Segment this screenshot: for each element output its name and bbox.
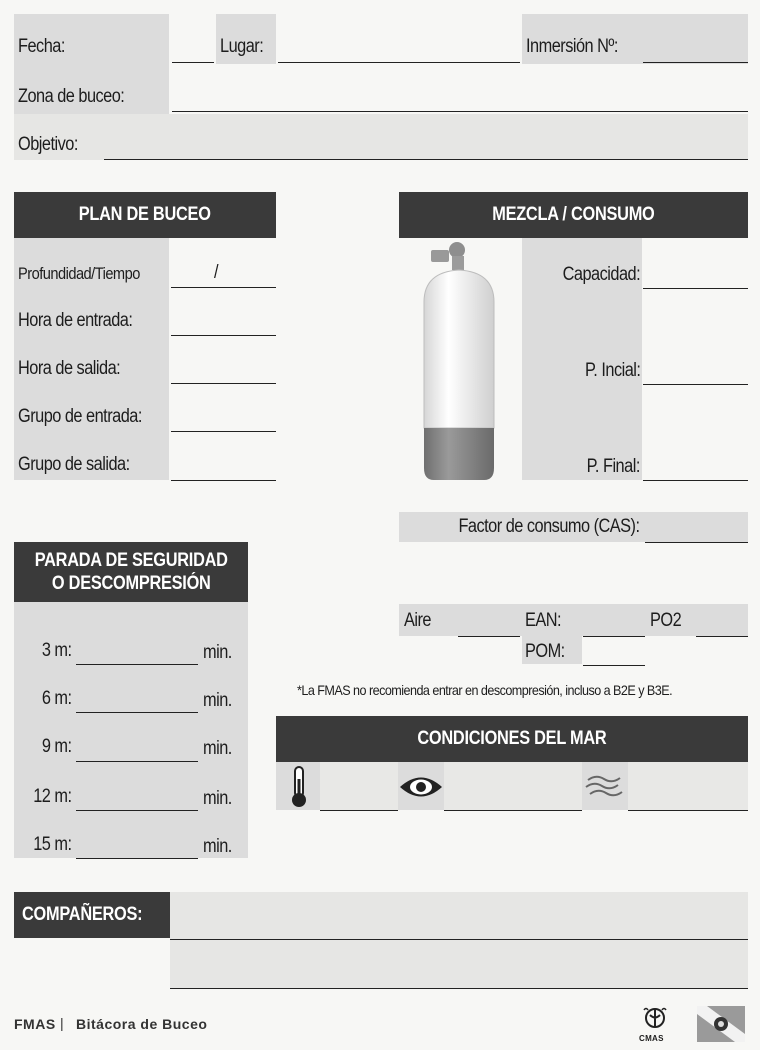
footer-separator: | [60, 1015, 65, 1031]
po2-label: PO2 [650, 610, 682, 631]
companeros-header: COMPAÑEROS: [14, 892, 170, 938]
objetivo-label: Objetivo: [18, 134, 78, 155]
stop-6m-label: 6 m: [42, 688, 72, 709]
lugar-label: Lugar: [220, 36, 264, 57]
grupo-entrada-field[interactable] [171, 431, 276, 432]
capacidad-label: Capacidad: [562, 264, 640, 285]
temperature-field-bg [320, 762, 398, 810]
capacidad-field[interactable] [643, 288, 748, 289]
po2-field[interactable] [696, 636, 748, 637]
eye-icon [398, 774, 444, 800]
stop-6m-unit: min. [203, 690, 232, 711]
ean-label: EAN: [525, 610, 562, 631]
aire-field[interactable] [458, 636, 520, 637]
current-icon [584, 772, 624, 800]
current-field-bg [628, 762, 748, 810]
lugar-field[interactable] [278, 62, 520, 63]
hora-entrada-label: Hora de entrada: [18, 310, 133, 331]
zona-label: Zona de buceo: [18, 86, 125, 107]
p-final-label: P. Final: [586, 456, 640, 477]
companeros-field-1[interactable] [170, 939, 748, 940]
stop-9m-label: 9 m: [42, 736, 72, 757]
profundidad-slash: / [214, 262, 219, 283]
visibility-field-bg [444, 762, 582, 810]
visibility-field[interactable] [444, 810, 582, 811]
stop-3m-field[interactable] [76, 664, 198, 665]
cmas-logo [638, 1006, 672, 1036]
hora-salida-label: Hora de salida: [18, 358, 121, 379]
parada-seguridad-header: PARADA DE SEGURIDAD O DESCOMPRESIÓN [14, 542, 248, 602]
hora-salida-field[interactable] [171, 383, 276, 384]
profundidad-label: Profundidad/Tiempo [18, 264, 140, 283]
stop-3m-label: 3 m: [42, 640, 72, 661]
pom-label: POM: [525, 641, 565, 662]
grupo-entrada-label: Grupo de entrada: [18, 406, 142, 427]
ean-field[interactable] [583, 636, 645, 637]
aire-label: Aire [404, 610, 431, 631]
stop-12m-label: 12 m: [33, 786, 72, 807]
profundidad-tiempo-field[interactable] [171, 287, 276, 288]
factor-consumo-label: Factor de consumo (CAS): [458, 516, 640, 537]
temperature-field[interactable] [320, 810, 398, 811]
stop-15m-label: 15 m: [33, 834, 72, 855]
p-inicial-field[interactable] [643, 384, 748, 385]
dive-flag-logo [697, 1006, 745, 1042]
fecha-label: Fecha: [18, 36, 65, 57]
thermometer-icon [288, 765, 310, 809]
stop-12m-field[interactable] [76, 810, 198, 811]
objetivo-label-bg [14, 114, 748, 160]
condiciones-mar-header: CONDICIONES DEL MAR [276, 716, 748, 762]
stop-9m-field[interactable] [76, 761, 198, 762]
p-final-field[interactable] [643, 480, 748, 481]
grupo-salida-label: Grupo de salida: [18, 454, 130, 475]
footer-org: FMAS [14, 1016, 56, 1032]
factor-consumo-field[interactable] [645, 542, 748, 543]
fecha-field[interactable] [172, 62, 214, 63]
zona-field[interactable] [172, 111, 748, 112]
decompression-note: *La FMAS no recomienda entrar en descompresión, incluso a B2E y B3E. [297, 682, 673, 698]
companeros-field-bg [170, 892, 748, 988]
cmas-label: CMAS [639, 1034, 664, 1043]
tank-icon [414, 242, 504, 482]
stop-6m-field[interactable] [76, 712, 198, 713]
plan-de-buceo-header: PLAN DE BUCEO [14, 192, 276, 238]
objetivo-field[interactable] [104, 159, 748, 160]
companeros-field-2[interactable] [170, 988, 748, 989]
stop-15m-field[interactable] [76, 858, 198, 859]
footer-book: Bitácora de Buceo [76, 1016, 208, 1032]
stop-3m-unit: min. [203, 642, 232, 663]
hora-entrada-field[interactable] [171, 335, 276, 336]
current-field[interactable] [628, 810, 748, 811]
stop-15m-unit: min. [203, 836, 232, 857]
mezcla-consumo-header: MEZCLA / CONSUMO [399, 192, 748, 238]
inmersion-field[interactable] [643, 62, 748, 63]
stop-9m-unit: min. [203, 738, 232, 759]
pom-field[interactable] [583, 665, 645, 666]
inmersion-label: Inmersión Nº: [526, 36, 618, 57]
grupo-salida-field[interactable] [171, 480, 276, 481]
gas-labels-bg [399, 604, 748, 636]
p-inicial-label: P. Incial: [584, 360, 640, 381]
stop-12m-unit: min. [203, 788, 232, 809]
